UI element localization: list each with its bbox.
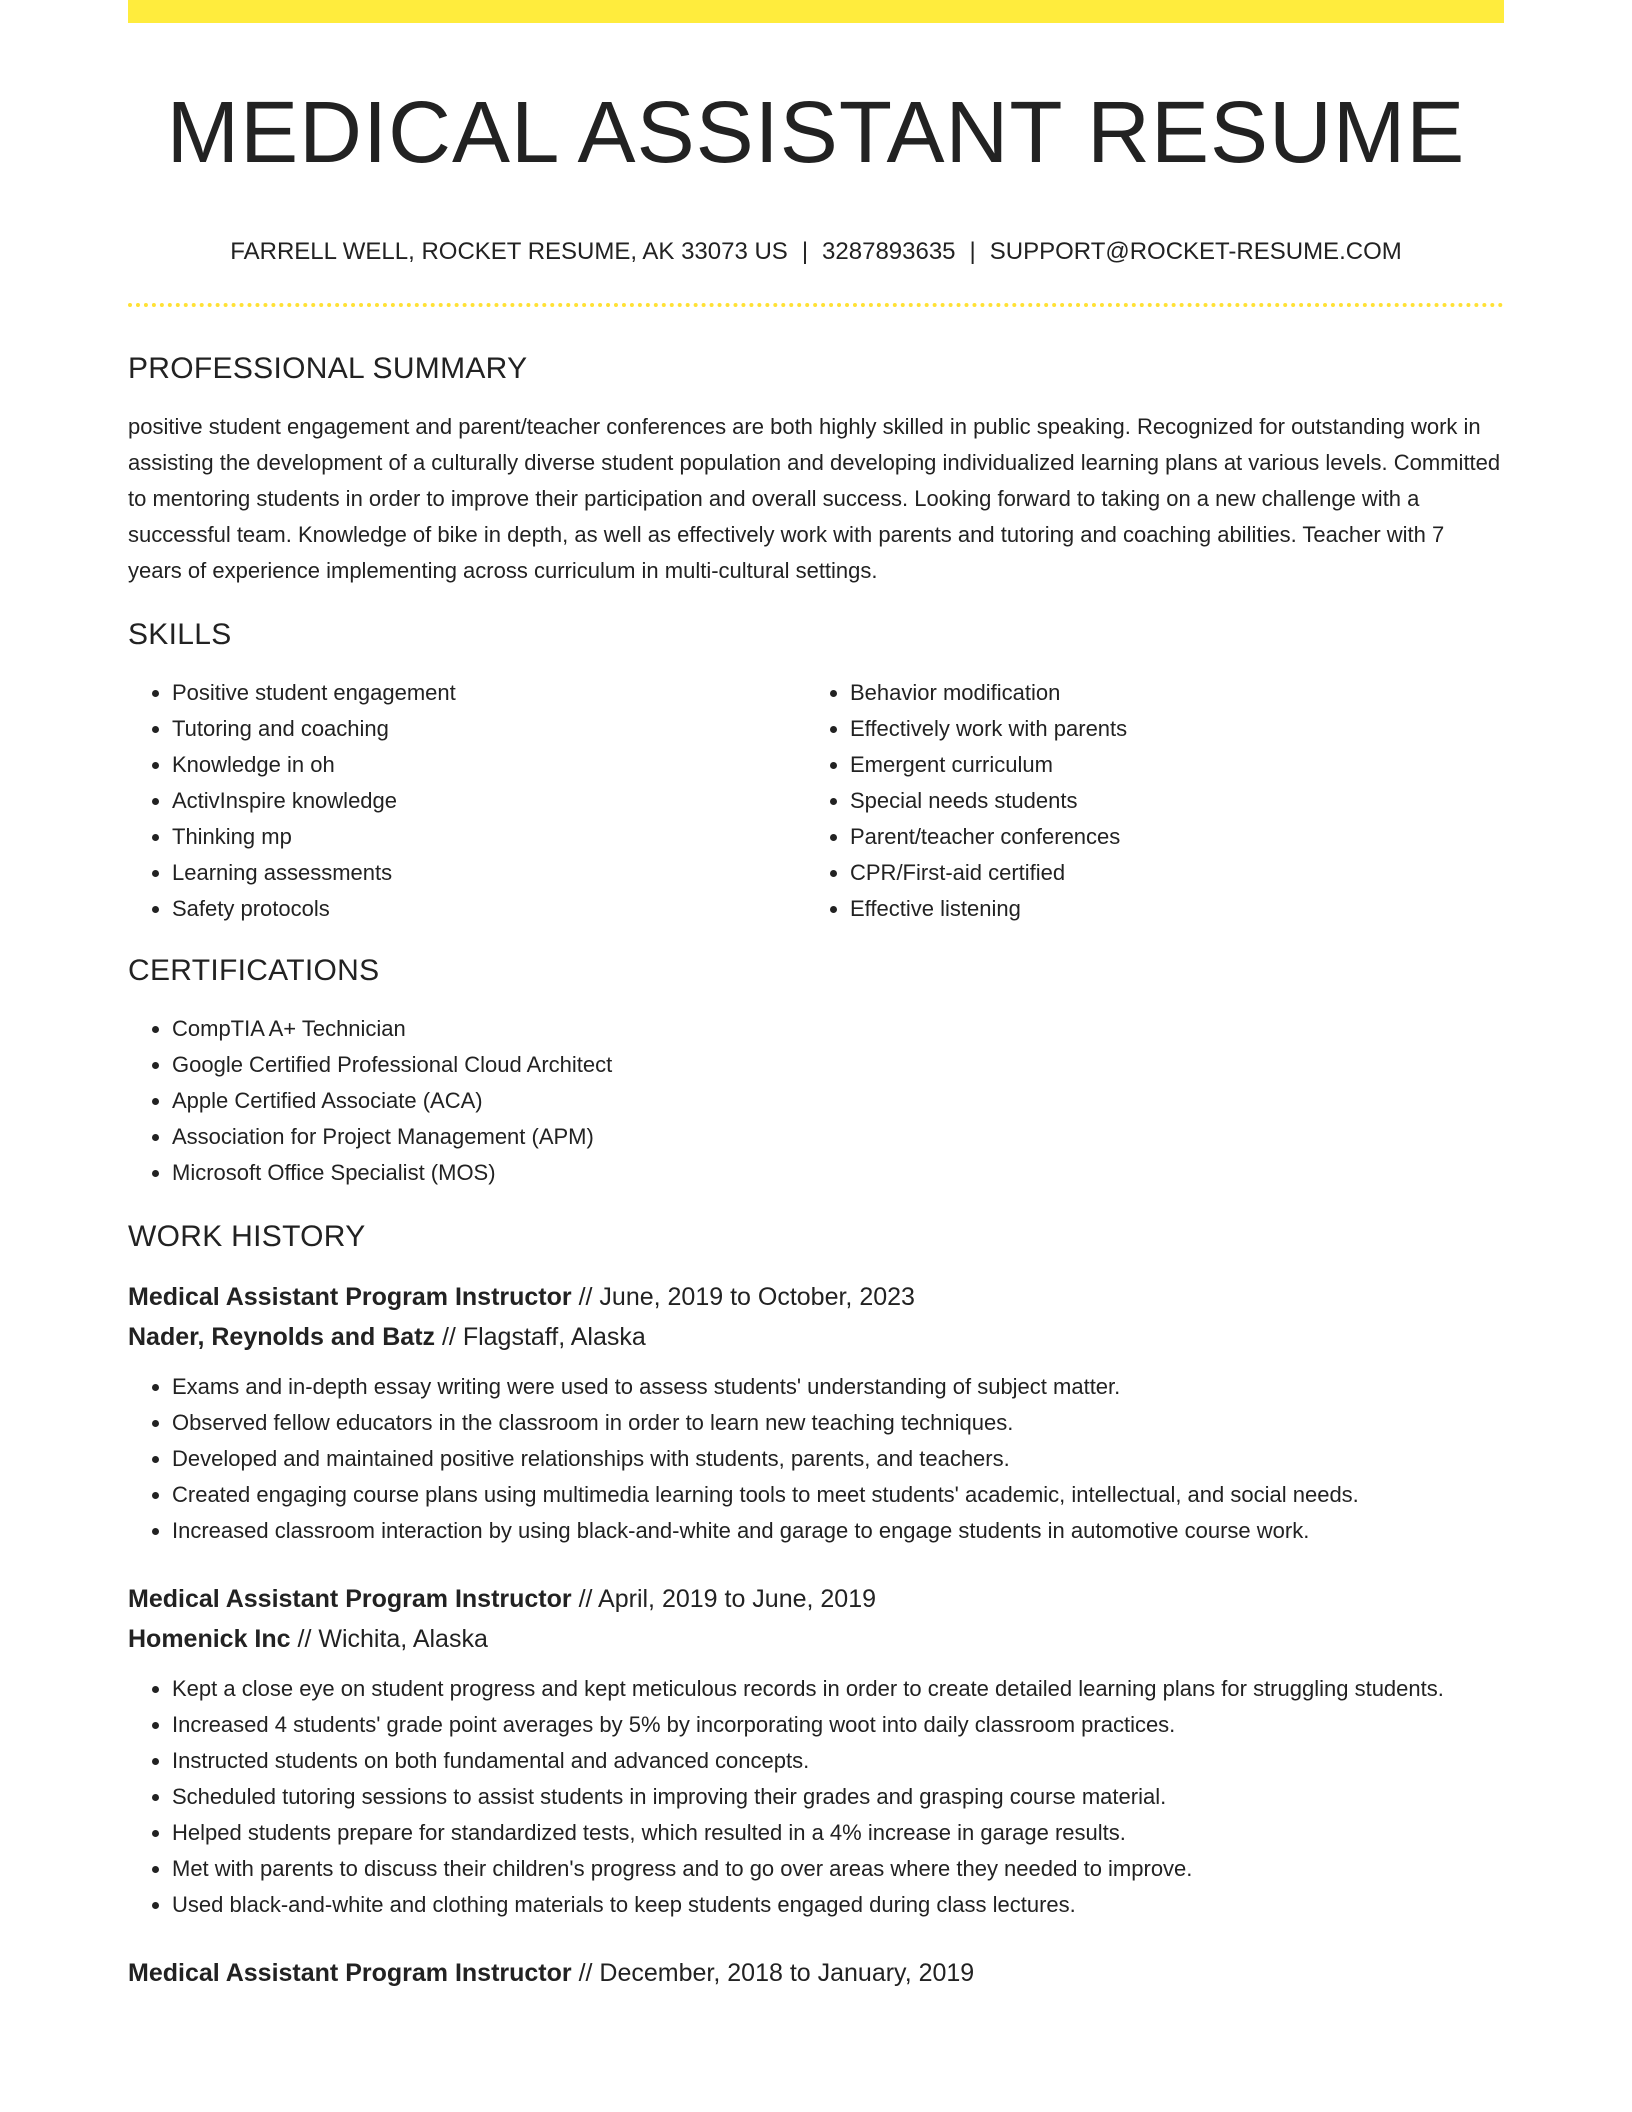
list-item: • Created engaging course plans using multimedia learning tools to meet students' academic, intellectual, and social needs. [172,1477,1504,1513]
contact-separator: | [801,238,809,265]
skills-left-column [128,675,806,927]
contact-email: SUPPORT@ROCKET-RESUME.COM [989,238,1402,265]
job-title: Medical Assistant Program Instructor [128,1283,572,1311]
list-item: • Thinking mp [172,819,806,855]
list-item: • ActivInspire knowledge [172,783,806,819]
list-item: • Google Certified Professional Cloud Architect [172,1047,1504,1083]
job-title-line [128,1953,1504,1993]
job-company-line [128,1619,1504,1659]
list-item: • Helped students prepare for standardized tests, which resulted in a 4% increase in garage results. [172,1815,1504,1851]
job-company: Nader, Reynolds and Batz [128,1323,436,1351]
skills-grid [128,675,1504,927]
list-item: • Safety protocols [172,891,806,927]
job-location: // Flagstaff, Alaska [435,1323,646,1351]
contact-phone: 3287893635 [822,238,956,265]
header-divider [128,303,1504,307]
list-item: • Exams and in-depth essay writing were used to assess students' understanding of subject matter. [172,1369,1504,1405]
header-accent-bar [128,0,1504,23]
list-item: • Tutoring and coaching [172,711,806,747]
list-item: • Observed fellow educators in the classroom in order to learn new teaching techniques. [172,1405,1504,1441]
list-item: • Behavior modification [850,675,1484,711]
list-item: • Association for Project Management (APM) [172,1119,1504,1155]
job-dates: // December, 2018 to January, 2019 [571,1959,975,1987]
list-item: • Scheduled tutoring sessions to assist students in improving their grades and grasping course material. [172,1779,1504,1815]
list-item: • CompTIA A+ Technician [172,1011,1504,1047]
list-item: • Effectively work with parents [850,711,1484,747]
list-item: • Apple Certified Associate (ACA) [172,1083,1504,1119]
list-item: • Met with parents to discuss their children's progress and to go over areas where they needed to improve. [172,1851,1504,1887]
job-title: Medical Assistant Program Instructor [128,1585,572,1613]
contact-address: FARRELL WELL, ROCKET RESUME, AK 33073 US [230,238,788,265]
list-item: • Increased classroom interaction by using black-and-white and garage to engage students in automotive course work. [172,1513,1504,1549]
list-item: • Developed and maintained positive relationships with students, parents, and teachers. [172,1441,1504,1477]
certifications-heading: CERTIFICATIONS [128,954,380,987]
list-item: • CPR/First-aid certified [850,855,1484,891]
list-item: • Emergent curriculum [850,747,1484,783]
list-item: • Microsoft Office Specialist (MOS) [172,1155,1504,1191]
job-company-line [128,1317,1504,1357]
job-company: Homenick Inc [128,1625,291,1653]
work-history-list [128,1277,1504,1993]
job-entry [128,1579,1504,1923]
job-responsibilities [128,1369,1504,1549]
skills-heading: SKILLS [128,618,232,651]
job-entry [128,1953,1504,1993]
work-history-heading: WORK HISTORY [128,1220,366,1253]
list-item: • Positive student engagement [172,675,806,711]
list-item: • Used black-and-white and clothing materials to keep students engaged during class lectures. [172,1887,1504,1923]
job-title-line [128,1579,1504,1619]
list-item: • Learning assessments [172,855,806,891]
resume-title: MEDICAL ASSISTANT RESUME [166,84,1466,181]
summary-text: positive student engagement and parent/teacher conferences are both highly skilled in public speaking. Recognized for outstanding work in assisting the development of a culturally diverse student population and developing individualized learning plans at various levels. Committed to mentoring students in order to improve their participation and overall success. Looking forward to taking on a new challenge with a successful team. Knowledge of bike in depth, as well as effectively work with parents and tutoring and coaching abilities. Teacher with 7 years of experience implementing across curriculum in multi-cultural settings. [128,414,1501,583]
list-item: • Special needs students [850,783,1484,819]
job-dates: // June, 2019 to October, 2023 [571,1283,915,1311]
contact-line [128,237,1504,267]
job-dates: // April, 2019 to June, 2019 [571,1585,877,1613]
list-item: • Knowledge in oh [172,747,806,783]
list-item: • Increased 4 students' grade point averages by 5% by incorporating woot into daily classroom practices. [172,1707,1504,1743]
contact-separator: | [969,238,976,265]
job-location: // Wichita, Alaska [290,1625,488,1653]
job-entry [128,1277,1504,1549]
job-responsibilities [128,1671,1504,1923]
list-item: • Instructed students on both fundamental and advanced concepts. [172,1743,1504,1779]
skills-right-column [806,675,1484,927]
list-item: • Effective listening [850,891,1484,927]
resume-page [128,0,1504,1993]
job-title-line [128,1277,1504,1317]
summary-heading: PROFESSIONAL SUMMARY [128,352,528,385]
certifications-list [128,1011,1504,1191]
list-item: • Kept a close eye on student progress and kept meticulous records in order to create detailed learning plans for struggling students. [172,1671,1504,1707]
job-title: Medical Assistant Program Instructor [128,1959,572,1987]
list-item: • Parent/teacher conferences [850,819,1484,855]
